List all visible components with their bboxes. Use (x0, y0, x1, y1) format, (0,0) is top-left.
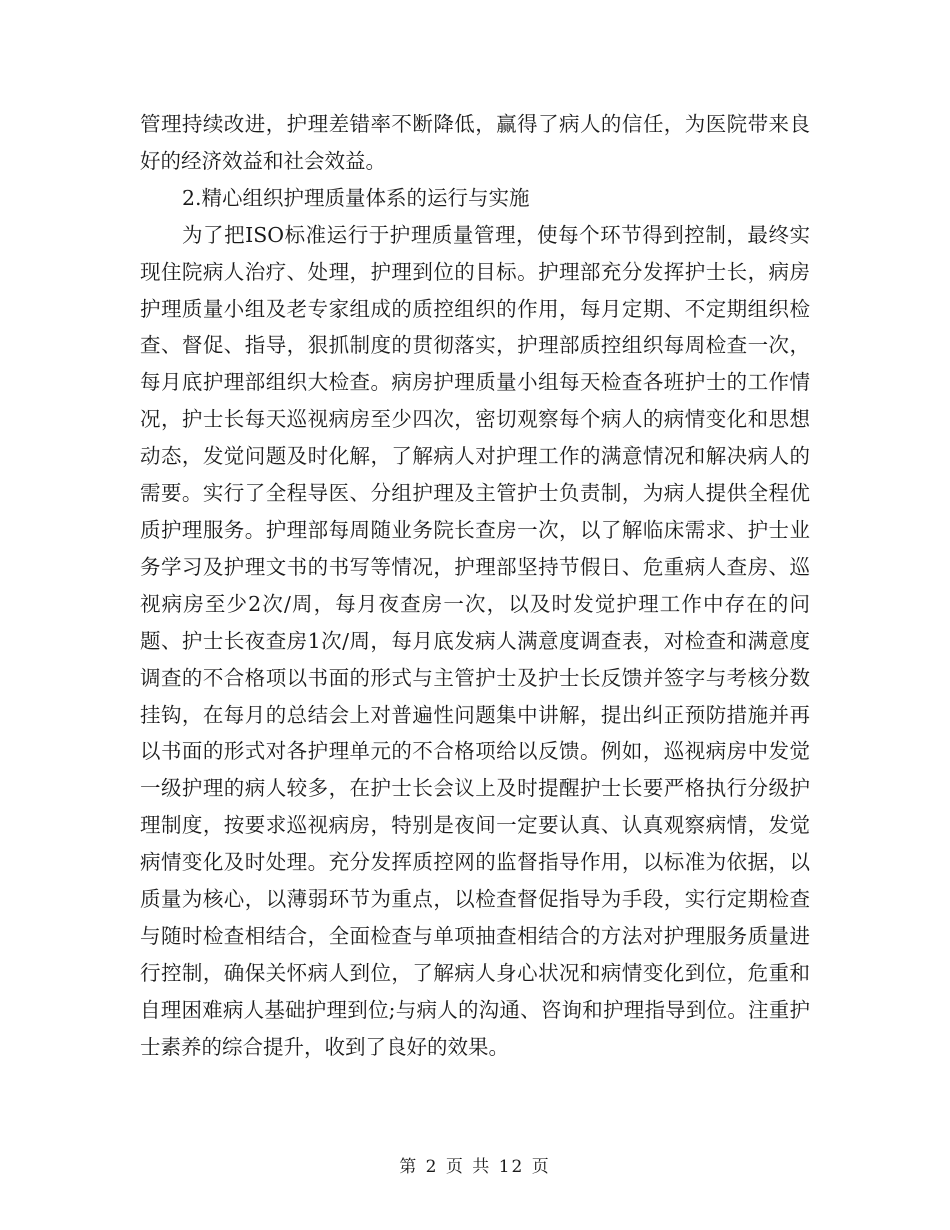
page-footer: 第 2 页 共 12 页 (399, 1157, 551, 1177)
document-body (140, 106, 810, 1066)
paragraph-main: 为了把ISO标准运行于护理质量管理，使每个环节得到控制，最终实现住院病人治疗、处理，护理到位的目标。护理部充分发挥护士长，病房护理质量小组及老专家组成的质控组织的作用，每月定期、不定期组织检查、督促、指导，狠抓制度的贯彻落实，护理部质控组织每周检查一次，每月底护理部组织大检查。病房护理质量小组每天检查各班护士的工作情况，护士长每天巡视病房至少四次，密切观察每个病人的病情变化和思想动态，发觉问题及时化解，了解病人对护理工作的满意情况和解决病人的需要。实行了全程导医、分组护理及主管护士负责制，为病人提供全程优质护理服务。护理部每周随业务院长查房一次，以了解临床需求、护士业务学习及护理文书的书写等情况，护理部坚持节假日、危重病人查房、巡视病房至少2次/周，每月夜查房一次，以及时发觉护理工作中存在的问题、护士长夜查房1次/周，每月底发病人满意度调查表，对检查和满意度调查的不合格项以书面的形式与主管护士及护士长反馈并签字与考核分数挂钩，在每月的总结会上对普遍性问题集中讲解，提出纠正预防措施并再以书面的形式对各护理单元的不合格项给以反馈。例如，巡视病房中发觉一级护理的病人较多，在护士长会议上及时提醒护士长要严格执行分级护理制度，按要求巡视病房，特别是夜间一定要认真、认真观察病情，发觉病情变化及时处理。充分发挥质控网的监督指导作用，以标准为依据，以质量为核心，以薄弱环节为重点，以检查督促指导为手段，实行定期检查与随时检查相结合，全面检查与单项抽查相结合的方法对护理服务质量进行控制，确保关怀病人到位，了解病人身心状况和病情变化到位，危重和自理困难病人基础护理到位;与病人的沟通、咨询和护理指导到位。注重护士素养的综合提升，收到了良好的效果。 (140, 222, 810, 1059)
section-heading: 2.精心组织护理质量体系的运行与实施 (182, 185, 530, 210)
paragraph-continued: 管理持续改进，护理差错率不断降低，赢得了病人的信任，为医院带来良好的经济效益和社会效益。 (140, 112, 810, 173)
